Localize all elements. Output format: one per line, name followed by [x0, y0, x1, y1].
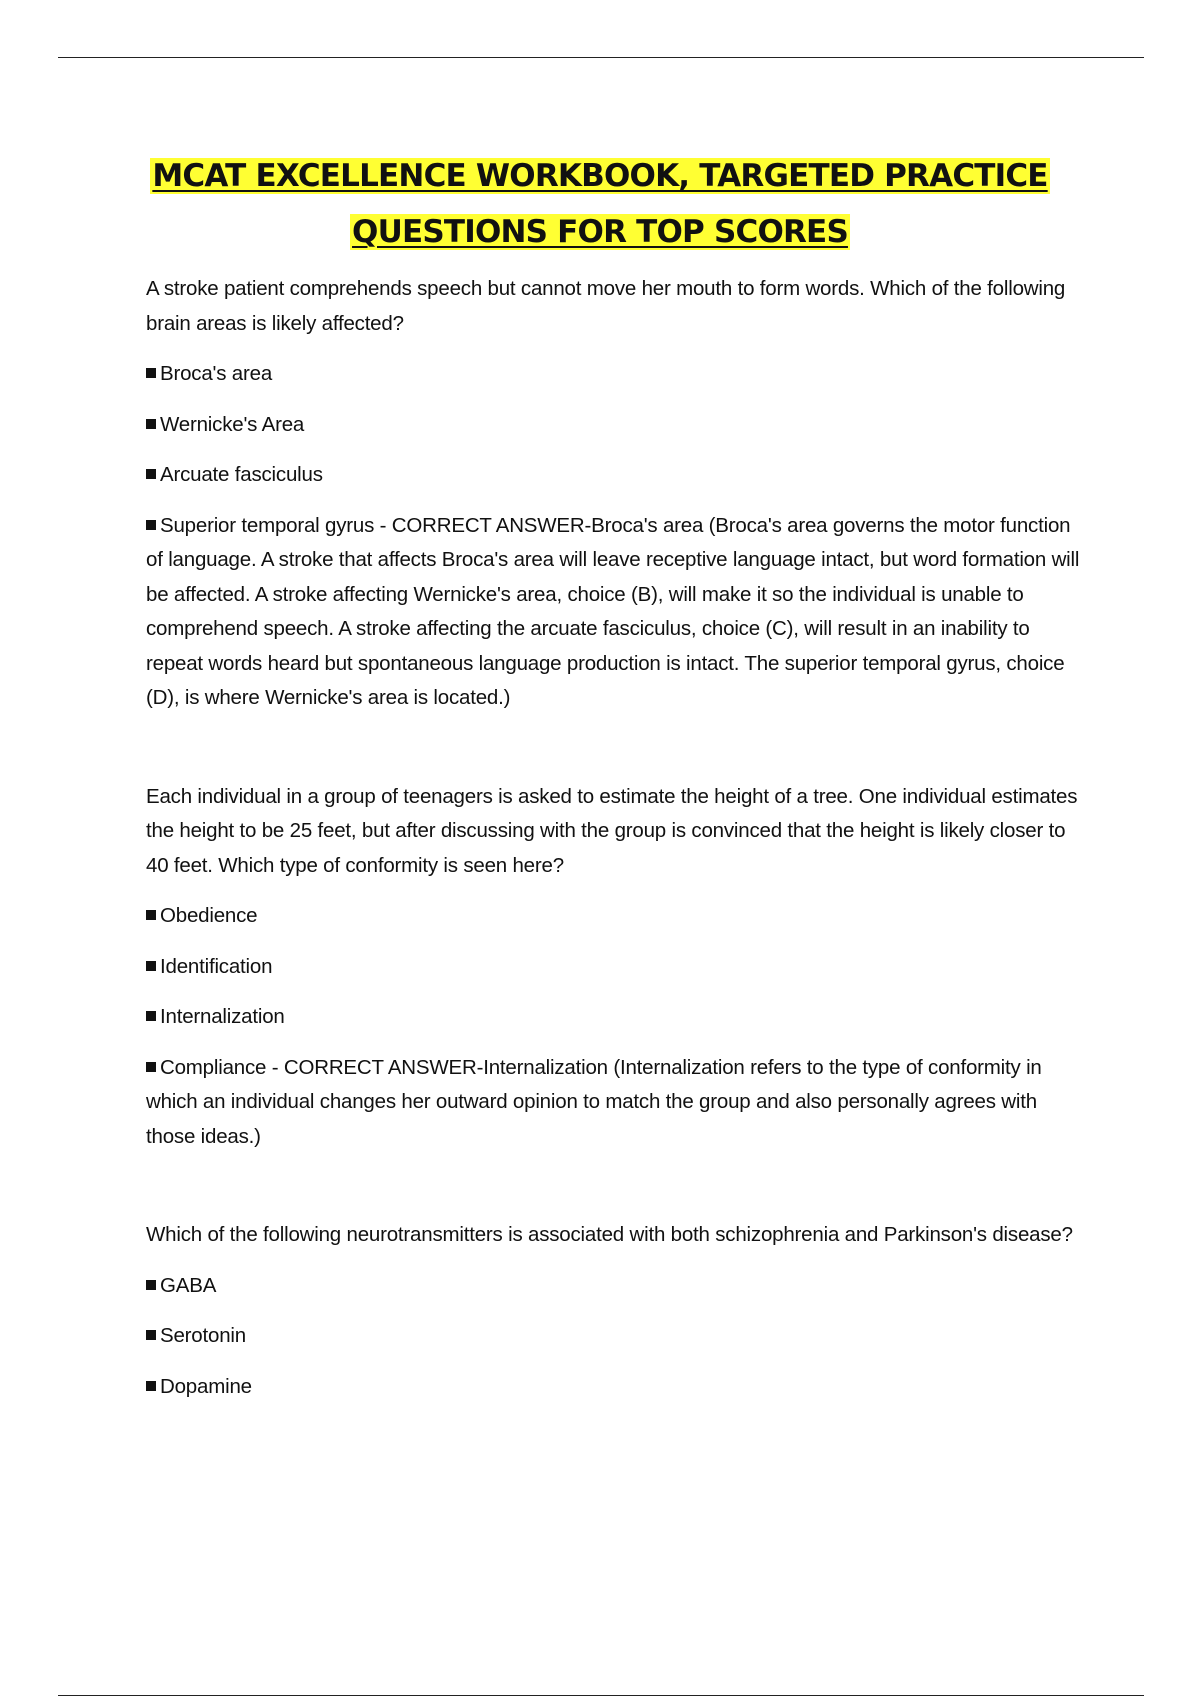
- answer-option: [146, 1319, 1086, 1354]
- square-bullet-icon: [146, 1062, 156, 1072]
- square-bullet-icon: [146, 1011, 156, 1021]
- square-bullet-icon: [146, 1280, 156, 1290]
- bottom-rule: [58, 1695, 1144, 1696]
- question-stem: Each individual in a group of teenagers is asked to estimate the height of a tree. One individual estimates the height to be 25 feet, but after discussing with the group is convinced that the height is likely closer to 40 feet. Which type of conformity is seen here?: [146, 784, 1078, 877]
- answer-option: [146, 357, 1086, 392]
- answer-option-text: Dopamine: [160, 1374, 252, 1398]
- section-gap: [146, 1170, 1086, 1218]
- question-block: [146, 780, 1086, 1155]
- square-bullet-icon: [146, 961, 156, 971]
- title-line-1: [0, 148, 1200, 204]
- square-bullet-icon: [146, 1330, 156, 1340]
- square-bullet-icon: [146, 1381, 156, 1391]
- answer-option-text: Superior temporal gyrus - CORRECT ANSWER-Broca's area (Broca's area governs the motor function of language. A stroke that affects Broca's area will leave receptive language intact, but word formation will be affected. A stroke affecting Wernicke's area, choice (B), will make it so the individual is unable to comprehend speech. A stroke affecting the arcuate fasciculus, choice (C), will result in an inability to repeat words heard but spontaneous language production is intact. The superior temporal gyrus, choice (D), is where Wernicke's area is located.): [146, 513, 1080, 709]
- square-bullet-icon: [146, 520, 156, 530]
- answer-option-text: Internalization: [160, 1005, 285, 1028]
- answer-option-text: Obedience: [160, 904, 258, 927]
- answer-option: [146, 458, 1086, 493]
- answer-option: [146, 408, 1086, 443]
- answer-option: [146, 1370, 1086, 1405]
- title-line-1-text: MCAT EXCELLENCE WORKBOOK, TARGETED PRACTICE: [152, 158, 1048, 194]
- answer-option: [146, 509, 1086, 716]
- answer-option-text: Identification: [160, 954, 273, 978]
- question-block: [146, 1218, 1086, 1404]
- answer-option: [146, 950, 1086, 985]
- square-bullet-icon: [146, 419, 156, 429]
- top-rule: [58, 57, 1144, 58]
- question-stem: Which of the following neurotransmitters is associated with both schizophrenia and Parkinson's disease?: [146, 1223, 1073, 1246]
- square-bullet-icon: [146, 368, 156, 378]
- answer-option-text: Compliance - CORRECT ANSWER-Internalization (Internalization refers to the type of conformity in which an individual changes her outward opinion to match the group and also personally agrees with those ideas.): [146, 1055, 1042, 1148]
- question-list: [146, 272, 1086, 1420]
- question-block: [146, 272, 1086, 716]
- answer-option: [146, 1269, 1086, 1304]
- answer-option: [146, 1051, 1086, 1155]
- section-gap: [146, 732, 1086, 780]
- answer-option: [146, 899, 1086, 934]
- answer-option: [146, 1000, 1086, 1035]
- answer-option-text: GABA: [160, 1273, 217, 1297]
- title-line-2: [0, 204, 1200, 260]
- answer-option-text: Serotonin: [160, 1324, 246, 1347]
- square-bullet-icon: [146, 910, 156, 920]
- answer-option-text: Wernicke's Area: [160, 412, 305, 436]
- answer-option-text: Arcuate fasciculus: [160, 463, 323, 486]
- answer-option-text: Broca's area: [160, 362, 273, 385]
- question-stem: A stroke patient comprehends speech but cannot move her mouth to form words. Which of the following brain areas is likely affected?: [146, 277, 1066, 335]
- document-title: [0, 148, 1200, 260]
- title-line-2-text: QUESTIONS FOR TOP SCORES: [352, 214, 848, 250]
- square-bullet-icon: [146, 469, 156, 479]
